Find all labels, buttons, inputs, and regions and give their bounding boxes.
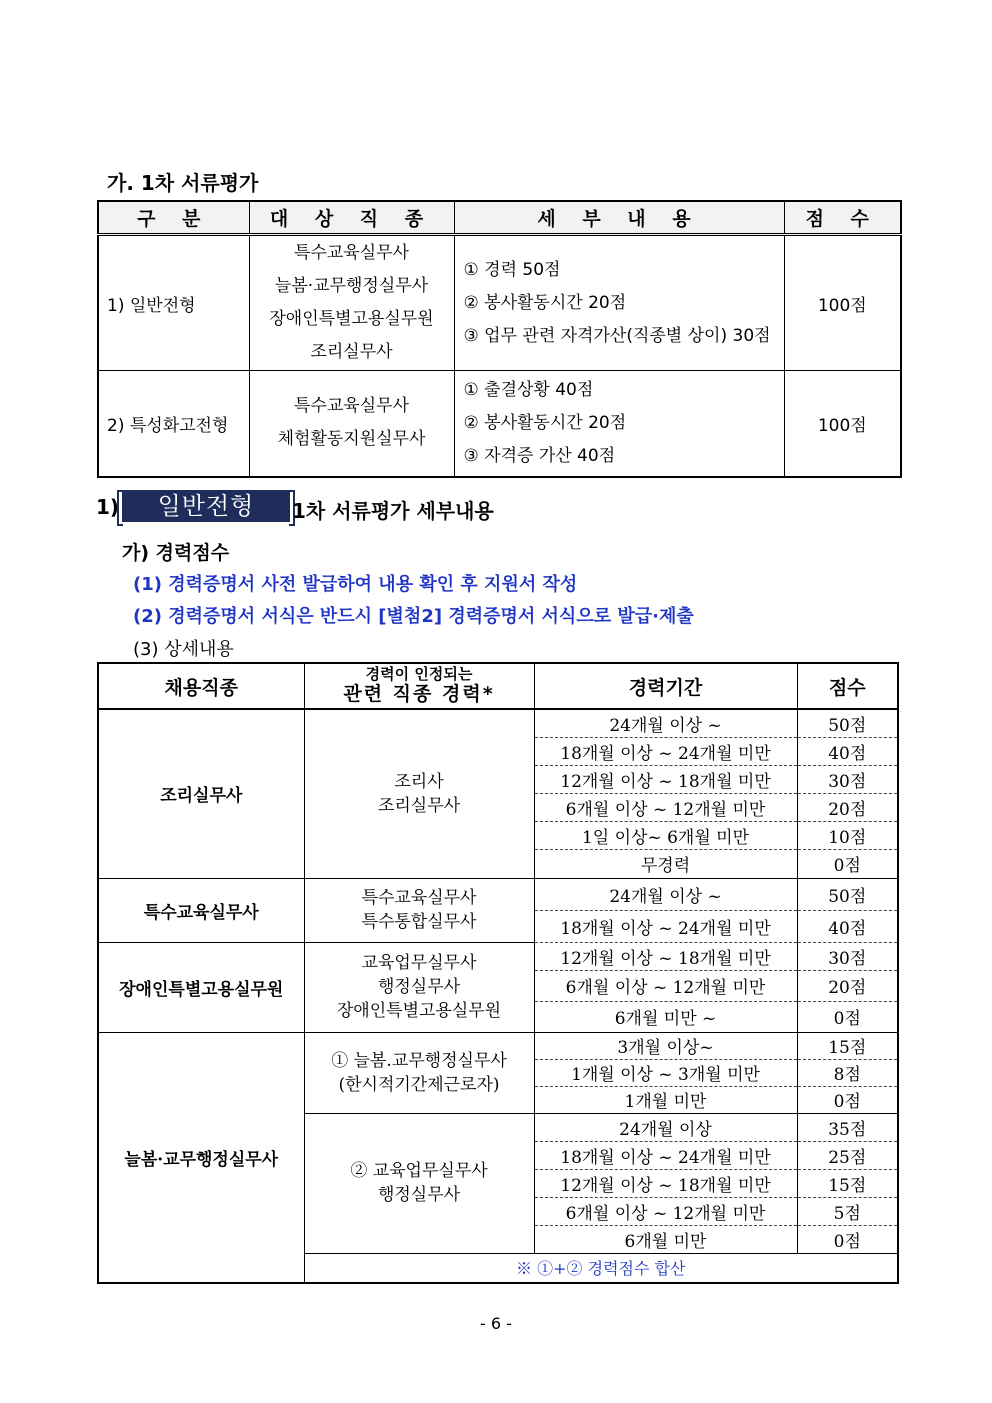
note-2: (2) 경력증명서 서식은 반드시 [별첨2] 경력증명서 서식으로 발급·제출: [133, 606, 694, 627]
detail-item: ② 봉사활동시간 20점: [463, 412, 627, 433]
period-cell: 18개월 이상 ~ 24개월 미만: [534, 737, 797, 765]
category-cell: 1) 일반전형: [98, 235, 249, 371]
score-cell: 50점: [797, 709, 898, 737]
table-row: [98, 709, 898, 737]
score-cell: 100점: [784, 371, 901, 477]
table-row: [98, 371, 901, 477]
job-item: 특수교육실무사: [294, 243, 409, 263]
score-cell: 15점: [797, 1169, 898, 1197]
table-row: [98, 235, 901, 371]
related-item: 행정실무사: [377, 977, 461, 997]
job-item: 장애인특별고용실무원: [269, 309, 434, 329]
subsection-number: 1): [96, 495, 120, 519]
period-cell: 6개월 미만: [534, 1225, 797, 1253]
period-cell: 12개월 이상 ~ 18개월 미만: [534, 1169, 797, 1197]
related-cell: [304, 709, 534, 878]
period-cell: 6개월 이상 ~ 12개월 미만: [534, 793, 797, 821]
header-related-big: 관련 직종 경력*: [343, 683, 495, 705]
table-row: [98, 1032, 898, 1059]
score-cell: 0점: [797, 1086, 898, 1113]
career-score-table: [97, 662, 899, 1284]
header-related: [304, 663, 534, 709]
table-row: [98, 878, 898, 910]
job-item: 특수교육실무사: [294, 396, 409, 417]
related-item: 장애인특별고용실무원: [336, 1001, 502, 1021]
evaluation-table: [97, 200, 902, 478]
detail-item: ③ 업무 관련 자격가산(직종별 상이) 30점: [463, 325, 771, 346]
job-item: 체험활동지원실무사: [277, 429, 426, 450]
score-cell: 15점: [797, 1032, 898, 1059]
period-cell: 18개월 이상 ~ 24개월 미만: [534, 910, 797, 942]
related-item: 행정실무사: [377, 1185, 461, 1205]
subsection-title: 1차 서류평가 세부내용: [292, 499, 494, 523]
header-category: 구 분: [98, 201, 249, 235]
score-cell: 0점: [797, 1001, 898, 1032]
related-cell: [304, 878, 534, 942]
related-cell: [304, 1032, 534, 1113]
period-cell: 1일 이상~ 6개월 미만: [534, 821, 797, 849]
career-heading: 가) 경력점수: [122, 542, 230, 564]
period-cell: 18개월 이상 ~ 24개월 미만: [534, 1141, 797, 1169]
period-cell: 24개월 이상 ~: [534, 709, 797, 737]
category-cell: 2) 특성화고전형: [98, 371, 249, 477]
job-cell-cook: 조리실무사: [98, 709, 304, 878]
note-1: (1) 경력증명서 사전 발급하여 내용 확인 후 지원서 작성: [133, 574, 578, 595]
score-cell: 10점: [797, 821, 898, 849]
note-3: (3) 상세내용: [133, 639, 234, 660]
table-header-row: [98, 201, 901, 235]
detail-item: ① 출결상황 40점: [463, 379, 594, 400]
related-item: ② 교육업무실무사: [350, 1161, 488, 1181]
period-cell: 24개월 이상: [534, 1113, 797, 1141]
header-score: 점수: [797, 663, 898, 709]
period-cell: 24개월 이상 ~: [534, 878, 797, 910]
related-item: 교육업무실무사: [361, 953, 477, 973]
related-item: (한시적기간제근로자): [338, 1074, 500, 1095]
header-target-jobs: 대 상 직 종: [249, 201, 454, 235]
period-cell: 3개월 이상~: [534, 1032, 797, 1059]
score-cell: 5점: [797, 1197, 898, 1225]
header-related-small: 경력이 인정되는: [365, 665, 473, 683]
period-cell: 1개월 이상 ~ 3개월 미만: [534, 1059, 797, 1086]
period-cell: 12개월 이상 ~ 18개월 미만: [534, 765, 797, 793]
score-cell: 40점: [797, 910, 898, 942]
score-cell: 30점: [797, 942, 898, 970]
score-cell: 40점: [797, 737, 898, 765]
score-cell: 100점: [784, 235, 901, 371]
detail-item: ② 봉사활동시간 20점: [463, 292, 627, 313]
related-cell: [304, 942, 534, 1032]
details-cell: [454, 371, 784, 477]
related-item: 특수교육실무사: [361, 888, 477, 908]
score-cell: 0점: [797, 1225, 898, 1253]
section-title: 가. 1차 서류평가: [107, 171, 259, 195]
period-cell: 무경력: [534, 849, 797, 878]
score-cell: 25점: [797, 1141, 898, 1169]
score-cell: 50점: [797, 878, 898, 910]
job-cell-admin: 늘봄·교무행정실무사: [98, 1032, 304, 1283]
period-cell: 1개월 미만: [534, 1086, 797, 1113]
job-cell-special-ed: 특수교육실무사: [98, 878, 304, 942]
footnote-cell: ※ ①+② 경력점수 합산: [304, 1253, 898, 1283]
details-cell: [454, 235, 784, 371]
related-item: ① 늘봄.교무행정실무사: [331, 1050, 507, 1071]
score-cell: 35점: [797, 1113, 898, 1141]
detail-item: ③ 자격증 가산 40점: [463, 445, 616, 466]
period-cell: 6개월 이상 ~ 12개월 미만: [534, 970, 797, 1001]
related-item: 조리사: [394, 771, 444, 792]
period-cell: 6개월 이상 ~ 12개월 미만: [534, 1197, 797, 1225]
related-item: 특수통합실무사: [361, 912, 477, 932]
table-row: [98, 942, 898, 970]
score-cell: 8점: [797, 1059, 898, 1086]
job-item: 늘봄·교무행정실무사: [274, 276, 429, 296]
table-header-row: [98, 663, 898, 709]
jobs-cell: [249, 371, 454, 477]
subsection-badge: 일반전형: [122, 490, 290, 522]
score-cell: 20점: [797, 793, 898, 821]
period-cell: 12개월 이상 ~ 18개월 미만: [534, 942, 797, 970]
score-cell: 30점: [797, 765, 898, 793]
period-cell: 6개월 미만 ~: [534, 1001, 797, 1032]
related-cell: [304, 1113, 534, 1253]
header-details: 세 부 내 용: [454, 201, 784, 235]
job-item: 조리실무사: [310, 342, 393, 362]
header-score: 점 수: [784, 201, 901, 235]
score-cell: 0점: [797, 849, 898, 878]
detail-item: ① 경력 50점: [463, 259, 561, 280]
header-job: 채용직종: [98, 663, 304, 709]
header-period: 경력기간: [534, 663, 797, 709]
related-item: 조리실무사: [377, 795, 461, 816]
jobs-cell: [249, 235, 454, 371]
page-number: - 6 -: [480, 1314, 512, 1333]
job-cell-disabled-employment: 장애인특별고용실무원: [98, 942, 304, 1032]
score-cell: 20점: [797, 970, 898, 1001]
